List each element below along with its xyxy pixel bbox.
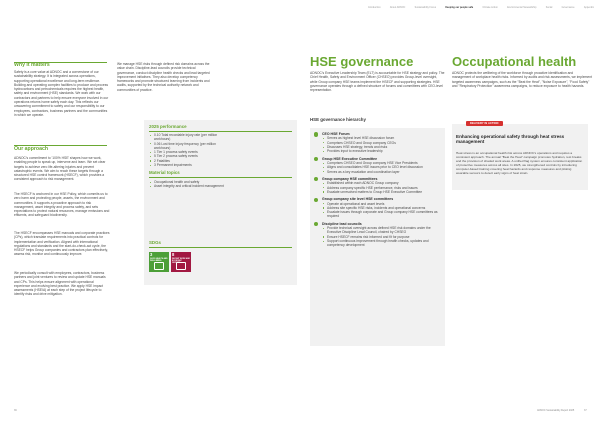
hierarchy-bullet: Provides input to executive leadership [322, 149, 442, 153]
list-item: 1 Tier 1 process safety events [149, 150, 219, 154]
material-topics-heading: Material topics [149, 170, 180, 175]
performance-heading: 2025 performance [149, 124, 187, 129]
page-number-right: 37 [584, 409, 587, 412]
hierarchy-bullet: Escalate unresolved matters to Group HSE Executive Committee [322, 190, 442, 194]
hse-governance-text: ADNOC's Executive Leadership Team (ELT) is accountable for HSE strategy and policy. The Chief Health, Safety and Environment Officer (CHSEO) provides Group-level oversight, while Group company HSE teams implement the HSECF and supporting strategies. HSE governance operates through a defined structure of forums and committees with CEO-level representation. [310, 71, 445, 93]
hierarchy-bullet: Address site specific HSE risks, incidents and operational concerns [322, 206, 442, 210]
approach-text-4: We periodically consult with employees, contractors, business partners and joint ventures to review and update HSE manuals and CPs. This helps ensure alignment with operational experience and evolving best practice. We apply HSE impact assessments (HSEIA) at each step of the project lifecycle to identify risks and drive mitigation. [14, 271, 106, 297]
people-icon [314, 198, 318, 202]
heat-stress-text: Heat stress is an occupational health risk across ADNOC's operations and requires a consistent approach. The annual "Beat the Heat" campaign promotes hydration, rest breaks and the provision of shaded work areas. A unified flag system ensures consistent application of protective measures across all sites. In 2025, we strengthened controls by introducing computer-based training covering heat hazards and response measures and piloting wearable sensors to detect early signs of heat strain. [456, 151, 583, 175]
hierarchy-level [313, 157, 442, 174]
hierarchy-level [313, 177, 442, 194]
nav-item[interactable]: About ADNOC [389, 7, 406, 9]
why-it-matters-text: Safety is a core value at ADNOC and a cornerstone of our sustainability strategy. It is integrated across operations, supporting operational excellence and long-term resilience. Building and operating complex facilities to produce and process hydrocarbons and petrochemicals requires the highest health, safety and environment (HSE) standards. We work with our contractors and partners to help ensure everyone involved in our operations returns home safely each day. This reflects our unwavering commitment to safety and our responsibility to our employees, contractors, business partners and the communities in which we operate. [14, 70, 109, 117]
hierarchy-bullet: Ensure HSECF remains risk informed and fit for purpose [322, 235, 442, 239]
why-it-matters-heading: Why it matters [14, 62, 50, 68]
hierarchy-bullet: Support continuous improvement through health checks, updates and competency development [322, 239, 442, 248]
list-item: Occupational health and safety [149, 180, 239, 184]
nav-item[interactable]: Introduction [368, 7, 381, 9]
sdg-label: DECENT WORK AND ECONOMIC GROWTH [172, 257, 190, 264]
hse-governance-title: HSE governance [310, 54, 414, 69]
hierarchy-level-title: Discipline lead councils [322, 221, 362, 226]
hierarchy-bullet: Address company specific HSE performance, risks and issues [322, 186, 442, 190]
top-nav [368, 7, 594, 9]
section-rule [149, 247, 292, 248]
heat-stress-title: Enhancing operational safety through heat stress management [456, 134, 565, 145]
hierarchy-bullet: Established within each ADNOC Group company [322, 181, 442, 185]
sdg-number: 8 [172, 252, 175, 257]
section-rule [149, 177, 292, 178]
performance-list [149, 133, 219, 167]
occupational-health-title: Occupational health [452, 54, 577, 69]
list-item: 3 Permanent impairments [149, 163, 219, 167]
hierarchy-heading: HSE governance hierarchy [310, 117, 366, 122]
hierarchy-bullet: Discusses HSE strategy, trends and risks [322, 145, 442, 149]
approach-text-2: The HSECF is anchored in our HSE Policy, which commits us to zero harm and protecting people, assets, the environment and communities. It supports a proactive approach to risk management, asset integrity and process safety, and sets expectations to protect natural resources, manage emissions and effluents, and safeguard biodiversity. [14, 192, 110, 218]
risk-domains-text: We manage HSE risks through defined risk domains across the value chain. Discipline-lead councils provide technical governance, conduct discipline health checks and lead targeted improvement initiatives. They also develop competency frameworks and promote structured learning from incidents and audits, supported by the technical authority network and communities of practice. [117, 62, 210, 92]
people-icon [314, 157, 318, 161]
sdgs-heading: SDGs [149, 240, 161, 245]
hierarchy-level [313, 222, 442, 248]
hierarchy-bullet: Aligns and consolidates HSE issues prior to CEO level discussion [322, 165, 442, 169]
list-item: 0.06 Lost time injury frequency (per million workhours) [149, 142, 219, 151]
sdg-number: 3 [150, 252, 153, 257]
our-approach-heading: Our approach [14, 146, 49, 152]
hierarchy-bullet: Serves as highest level HSE discussion forum [322, 136, 442, 140]
material-topics-list [149, 180, 239, 189]
people-icon [314, 177, 318, 181]
hierarchy-level-title: CEO HSE Forum [322, 132, 350, 136]
nav-item[interactable]: Keeping our people safe [445, 7, 474, 9]
hierarchy-level-title: Group company site level HSE committees [322, 197, 394, 202]
hierarchy-panel [310, 128, 445, 346]
hierarchy-bullet: Operate at operational and asset levels [322, 202, 442, 206]
approach-text-3: The HSECF encompasses HSE manuals and corporate practices (CPs), which translate requirements into practical controls for implementation and verification. Aligned with international regulations and standards and the start-do-check-act cycle, the HSECF helps Group companies and contractors plan effectively, assess risk, monitor and continuously improve. [14, 231, 110, 257]
delivery-in-action-tag: DELIVERY IN ACTION [466, 121, 503, 126]
approach-text-1: ADNOC's commitment to '100% HSE' shapes how we work, enabling people to speak up, intervene and learn. We set clear targets to achieve zero life-altering injuries and prevent catastrophic events. We aim to reach these targets through a structured HSE control framework (HSECF), which provides a consistent approach to risk management. [14, 156, 106, 182]
hierarchy-bullet: Comprises CHSEO and Group company CEOs [322, 141, 442, 145]
section-rule [149, 131, 292, 132]
nav-item[interactable]: Sustainability Focus [414, 7, 437, 9]
list-item: 0.10 Total recordable injury rate (per million workhours) [149, 133, 219, 142]
nav-item[interactable]: Social [545, 7, 553, 9]
sdg-tile-3 [149, 252, 169, 272]
nav-item[interactable]: Appendix [583, 7, 594, 9]
nav-item[interactable]: Environmental Stewardship [507, 7, 537, 9]
page-number-left: 36 [14, 409, 17, 412]
heartbeat-icon [154, 262, 164, 270]
nav-item[interactable]: Governance [561, 7, 575, 9]
sdg-tile-8 [171, 252, 191, 272]
list-item: Asset integrity and critical incident management [149, 184, 239, 188]
sdg-label: GOOD HEALTH AND WELL-BEING [150, 257, 168, 262]
list-item: 2 Fatalities [149, 159, 219, 163]
growth-chart-icon [176, 262, 186, 270]
hierarchy-level-title: Group HSE Executive Committee [322, 156, 378, 161]
people-icon [314, 132, 318, 136]
occupational-health-text: ADNOC protects the wellbeing of the workforce through proactive identification and management of workplace health risks. Informed by audits and risk assessments, we implement targeted awareness campaigns, such as the "Beat the Heat", "Noise Exposure", "Food Safety" and "Respiratory Protection" awareness campaigns, to reduce exposure to health hazards. [452, 71, 592, 88]
people-icon [314, 222, 318, 226]
hierarchy-level-title: Group company HSE committees [322, 176, 378, 181]
hierarchy-level [313, 132, 442, 154]
hierarchy-bullet: Escalate issues through corporate and Group company HSE committees as required [322, 210, 442, 219]
hierarchy-bullet: Comprises CHSEO and Group company HSE Vice Presidents [322, 161, 442, 165]
hierarchy-level [313, 197, 442, 219]
hierarchy-bullet: Provide technical oversight across defined HSE risk domains under the Executive Discipline Lead Council, chaired by CHSEO [322, 226, 442, 235]
nav-item[interactable]: Climate Action [482, 7, 498, 9]
list-item: 5 Tier 2 process safety events [149, 154, 219, 158]
hierarchy-bullet: Serves as a key escalation and coordination layer [322, 170, 442, 174]
report-title-footer: ADNOC Sustainability Report 2025 [537, 409, 575, 412]
